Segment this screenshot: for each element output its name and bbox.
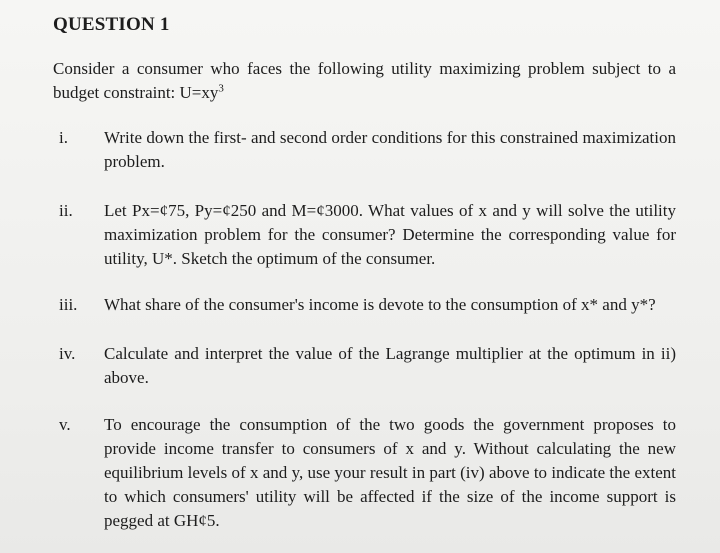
item-text: What share of the consumer's income is devote to the consumption of x* and y*?: [104, 295, 656, 314]
item-text: Write down the first- and second order conditions for this constrained maximization problem.: [104, 128, 676, 171]
question-intro: [53, 57, 676, 105]
item-text: To encourage the consumption of the two goods the government proposes to provide income transfer to consumers of x and y. Without calculating the new equilibrium levels of x and y, use your result in part (iv) above to indicate the extent to which consumers' utility will be affected if the size of the income support is pegged at GH¢5.: [104, 415, 676, 530]
utility-exponent: 3: [218, 82, 224, 95]
item-text: Let Px=¢75, Py=¢250 and M=¢3000. What values of x and y will solve the utility maximization problem for the consumer? Determine the corresponding value for utility, U*. Sketch the optimum of the consumer.: [104, 201, 676, 268]
item-numeral: iii.: [59, 295, 78, 314]
item-text: Calculate and interpret the value of the Lagrange multiplier at the optimum in ii) above.: [104, 344, 676, 387]
item-numeral: iv.: [59, 344, 76, 363]
item-numeral: v.: [59, 415, 71, 434]
question-heading: QUESTION 1: [53, 14, 170, 35]
intro-text: Consider a consumer who faces the following utility maximizing problem subject to a budget constraint: U=xy: [53, 59, 676, 102]
item-numeral: i.: [59, 128, 68, 147]
item-numeral: ii.: [59, 201, 73, 220]
